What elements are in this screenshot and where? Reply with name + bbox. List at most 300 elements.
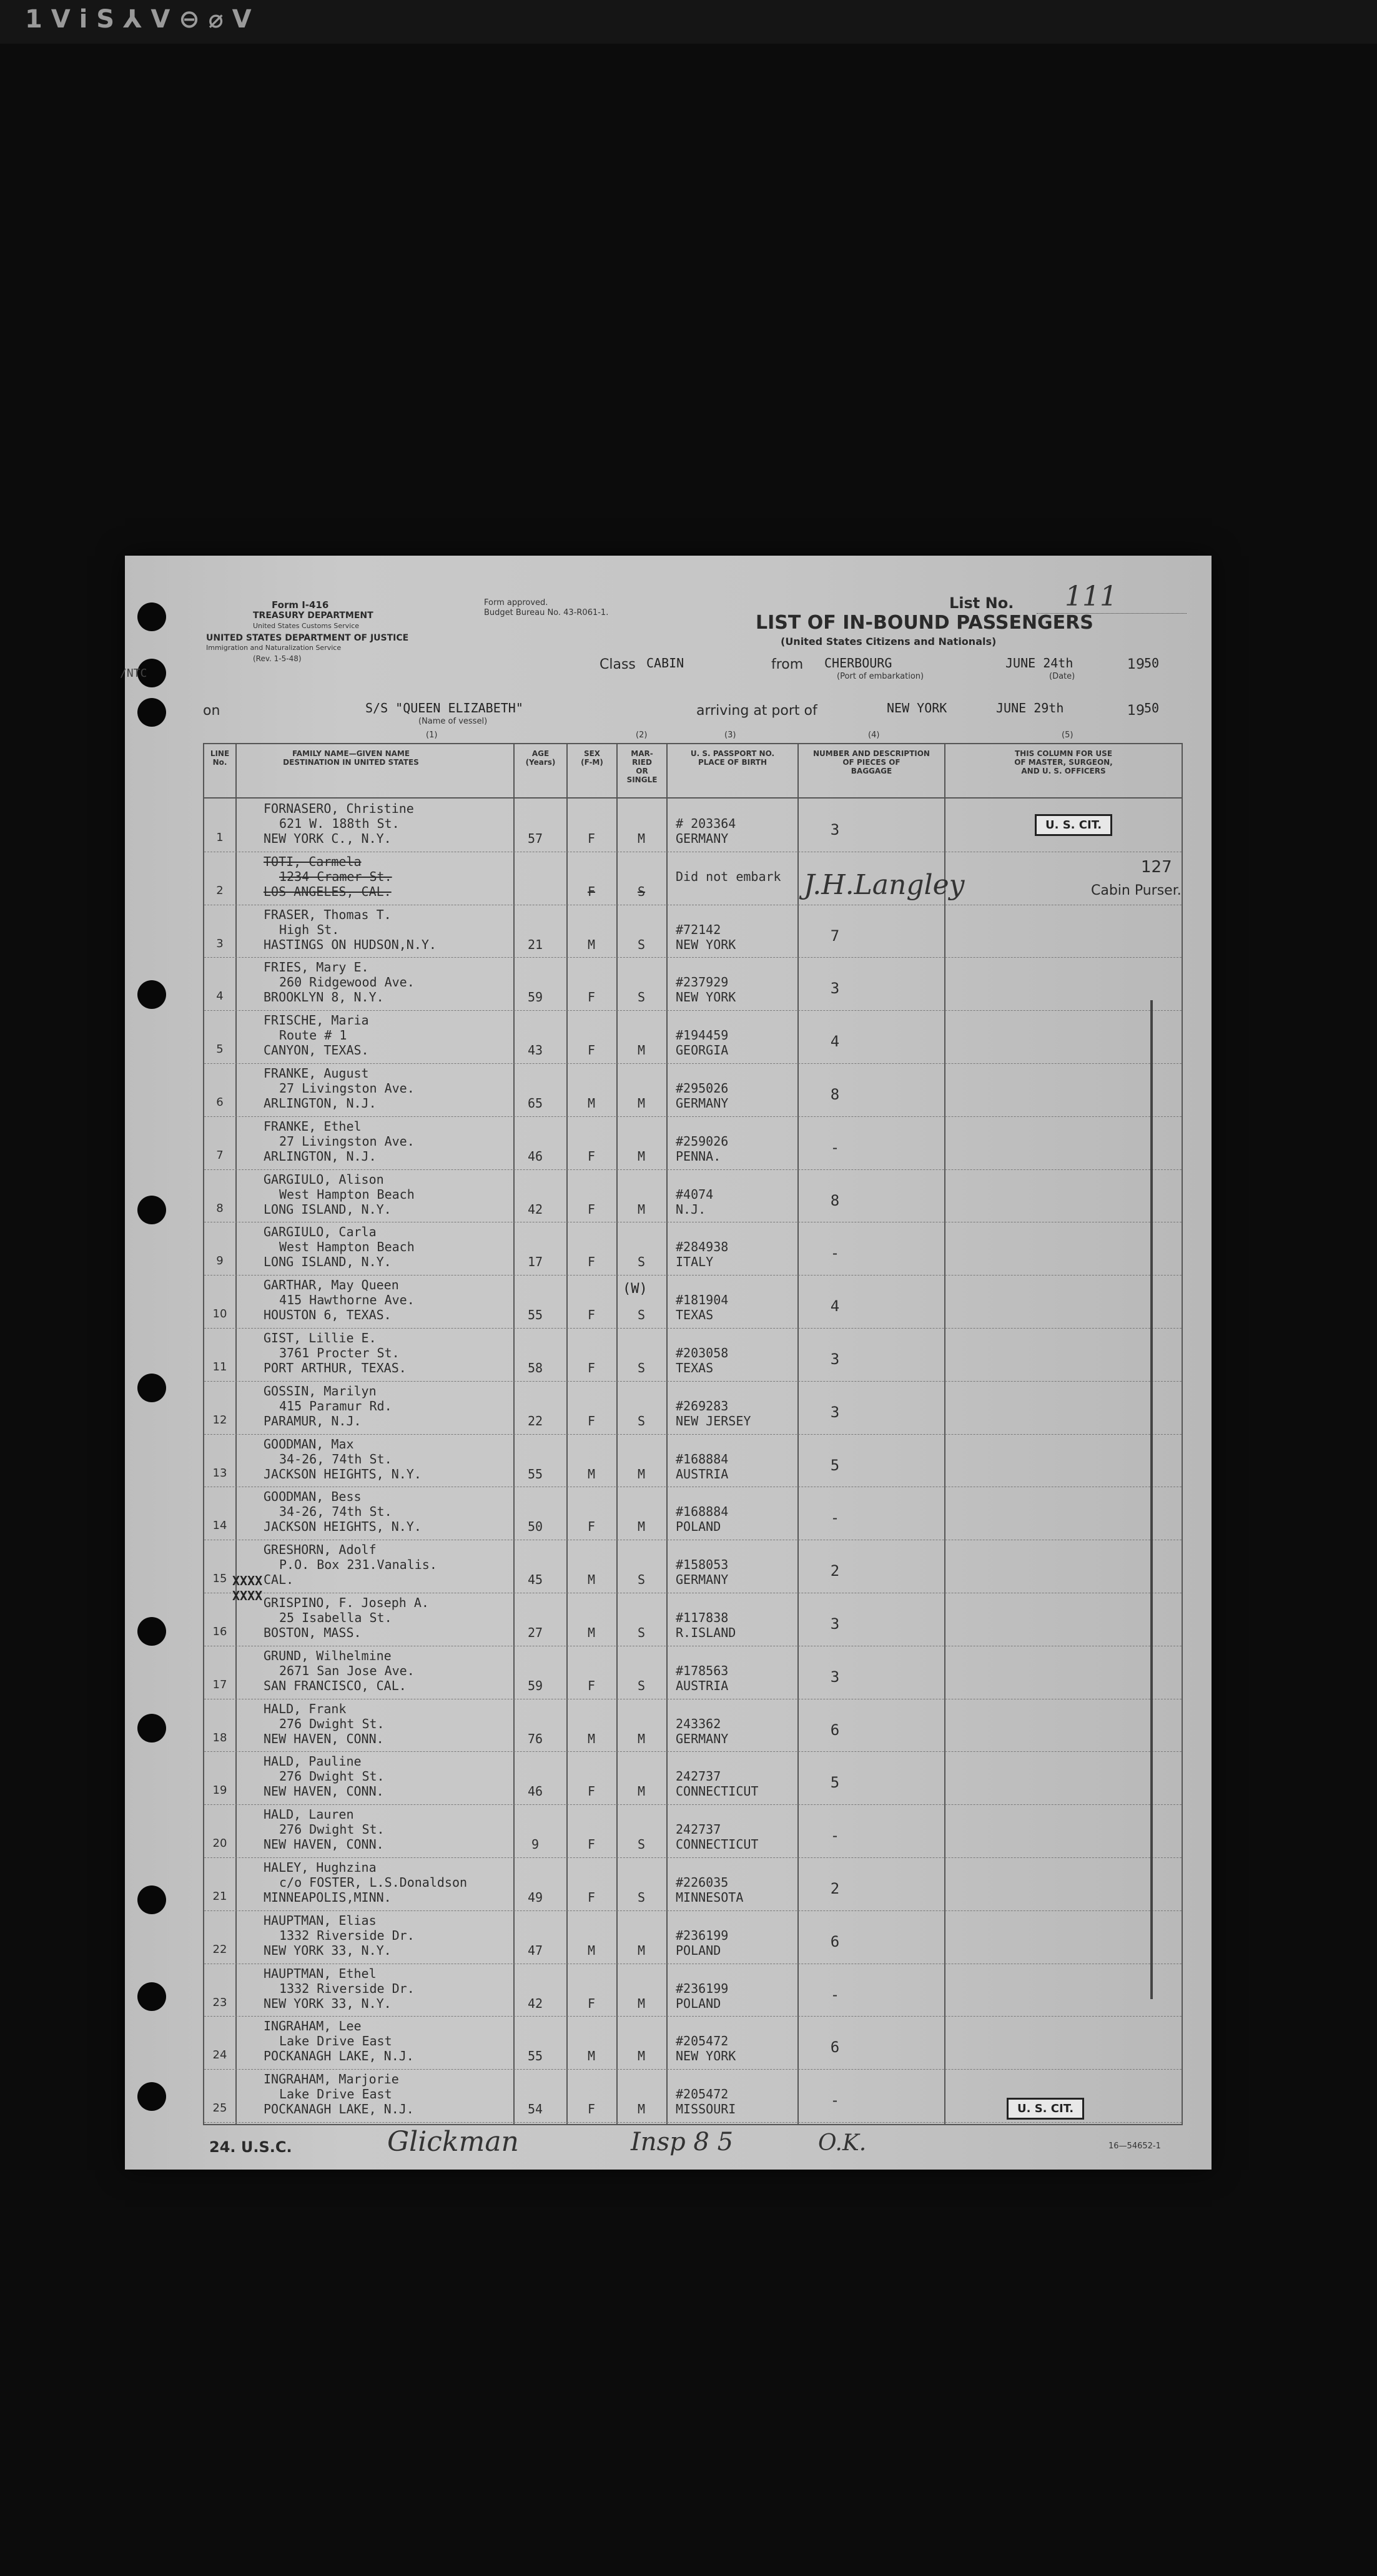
line-number: 9 [216, 1254, 224, 1268]
punch-hole [137, 1885, 166, 1914]
punch-hole [137, 602, 166, 631]
marital-status: M [637, 1942, 646, 1958]
destination-city: POCKANAGH LAKE, N.J. [264, 2048, 414, 2064]
sex: F [587, 1201, 596, 1217]
table-row [204, 852, 1182, 905]
table-row [204, 1063, 1182, 1117]
age: 55 [527, 2048, 543, 2064]
destination-city: HASTINGS ON HUDSON,N.Y. [264, 937, 437, 952]
age: 55 [527, 1466, 543, 1482]
line-number: 5 [216, 1043, 224, 1056]
address-line: West Hampton Beach [279, 1186, 415, 1202]
sex: F [587, 883, 596, 899]
place-of-birth: GERMANY [676, 1096, 729, 1111]
col-number-5: (5) [1062, 730, 1073, 740]
address-line: Route # 1 [279, 1028, 347, 1043]
passport-number: #205472 [676, 2033, 729, 2049]
place-of-birth: NEW JERSEY [676, 1413, 751, 1428]
punch-hole [137, 698, 166, 727]
vessel-caption: (Name of vessel) [418, 717, 488, 726]
inspector-note: Insp 8 5 [631, 2128, 734, 2156]
baggage-count: 5 [830, 1774, 840, 1792]
header-sex: SEX (F-M) [581, 749, 603, 767]
passport-number: #284938 [676, 1239, 729, 1255]
line-number: 15 [212, 1572, 227, 1586]
age: 46 [527, 1784, 543, 1799]
place-of-birth: POLAND [676, 1519, 721, 1535]
sex: F [587, 831, 596, 846]
age: 47 [527, 1942, 543, 1958]
place-of-birth: POLAND [676, 1942, 721, 1958]
passport-number: #269283 [676, 1398, 729, 1413]
table-row [204, 957, 1182, 1011]
age: 43 [527, 1043, 543, 1058]
age: 9 [531, 1837, 540, 1852]
place-of-birth: GERMANY [676, 831, 729, 846]
baggage-count: 3 [830, 1668, 840, 1686]
from-label: from [771, 657, 804, 672]
age: 65 [527, 1096, 543, 1111]
passenger-name: INGRAHAM, Lee [264, 2018, 362, 2034]
punch-hole [137, 2082, 166, 2111]
marital-status: S [637, 883, 646, 899]
address-line: 34-26, 74th St. [279, 1451, 392, 1467]
baggage-count: 4 [830, 1297, 840, 1315]
destination-city: NEW HAVEN, CONN. [264, 1784, 384, 1799]
table-row [204, 1646, 1182, 1699]
passenger-name: HALD, Pauline [264, 1754, 362, 1769]
destination-city: CANYON, TEXAS. [264, 1043, 369, 1058]
marital-status: M [637, 1201, 646, 1217]
address-line: West Hampton Beach [279, 1239, 415, 1255]
passport-number: #236199 [676, 1980, 729, 1996]
justice-dept: UNITED STATES DEPARTMENT OF JUSTICE [206, 633, 409, 643]
list-no-rule [1037, 613, 1187, 614]
line-number: 17 [212, 1678, 227, 1691]
passenger-name: GOODMAN, Max [264, 1436, 354, 1452]
address-line: 34-26, 74th St. [279, 1504, 392, 1520]
age: 59 [527, 1678, 543, 1693]
arrival-year-prefix: 19 [1127, 703, 1145, 719]
table-row [204, 1910, 1182, 1964]
baggage-count: 3 [830, 1615, 840, 1633]
arrival-date: JUNE 29th [996, 701, 1064, 715]
passport-number: #168884 [676, 1504, 729, 1520]
marital-status: M [637, 1784, 646, 1799]
place-of-birth: CONNECTICUT [676, 1784, 759, 1799]
marital-status: S [637, 1307, 646, 1323]
age: 57 [527, 831, 543, 846]
address-line: c/o FOSTER, L.S.Donaldson [279, 1875, 468, 1890]
on-label: on [203, 703, 220, 719]
baggage-count: 4 [830, 1033, 840, 1051]
passenger-name: HALEY, Hughzina [264, 1860, 377, 1875]
sex: F [587, 1890, 596, 1905]
passenger-name: TOTI, Carmela [264, 853, 362, 869]
destination-city: PARAMUR, N.J. [264, 1413, 362, 1428]
address-line: 1332 Riverside Dr. [279, 1927, 415, 1943]
marital-status: S [637, 990, 646, 1005]
line-number: 18 [212, 1731, 227, 1744]
destination-city: BROOKLYN 8, N.Y. [264, 990, 384, 1005]
destination-city: HOUSTON 6, TEXAS. [264, 1307, 392, 1323]
marital-status: M [637, 1995, 646, 2011]
us-citizen-stamp: U. S. CIT. [1035, 814, 1112, 836]
citizen-bracket-line [1150, 1000, 1153, 1999]
passenger-name: GOSSIN, Marilyn [264, 1383, 377, 1399]
line-number: 19 [212, 1784, 227, 1797]
passenger-name: INGRAHAM, Marjorie [264, 2072, 399, 2087]
marital-status: M [637, 2102, 646, 2117]
arriving-label: arriving at port of [696, 703, 817, 719]
destination-city: JACKSON HEIGHTS, N.Y. [264, 1519, 422, 1535]
purser-signature: J.H.Langley [804, 869, 965, 901]
sex: M [587, 1731, 596, 1746]
passport-number: #295026 [676, 1081, 729, 1096]
w-mark: (W) [623, 1281, 648, 1297]
address-line: 1234 Cramer St. [279, 868, 392, 884]
punch-hole [137, 1982, 166, 2011]
place-of-birth: NEW YORK [676, 937, 736, 952]
baggage-count: - [830, 1509, 840, 1527]
place-of-birth: GERMANY [676, 1572, 729, 1588]
address-line: 276 Dwight St. [279, 1769, 385, 1784]
table-row [204, 1116, 1182, 1170]
col-number-1: (1) [426, 730, 438, 740]
marital-status: M [637, 2048, 646, 2064]
header-passport: U. S. PASSPORT NO. PLACE OF BIRTH [690, 749, 775, 767]
address-line: 1332 Riverside Dr. [279, 1980, 415, 1996]
age: 27 [527, 1625, 543, 1640]
passport-number: #203058 [676, 1345, 729, 1360]
address-line: 25 Isabella St. [279, 1610, 392, 1625]
form-code: 16—54652-1 [1108, 2141, 1161, 2151]
punch-hole [137, 1196, 166, 1224]
marital-status: M [637, 1096, 646, 1111]
port-embark-caption: (Port of embarkation) [837, 672, 924, 681]
destination-city: MINNEAPOLIS,MINN. [264, 1890, 392, 1905]
sex: F [587, 1995, 596, 2011]
line-number: 24 [212, 2048, 227, 2062]
table-row [204, 1222, 1182, 1276]
marital-status: S [637, 1572, 646, 1588]
destination-city: LONG ISLAND, N.Y. [264, 1201, 392, 1217]
passport-number: #226035 [676, 1875, 729, 1890]
list-number: 111 [1065, 581, 1117, 612]
baggage-count: 2 [830, 1562, 840, 1580]
sex: F [587, 1413, 596, 1428]
customs-service: United States Customs Service [253, 622, 360, 630]
treasury-dept: TREASURY DEPARTMENT [253, 611, 373, 621]
baggage-count: 6 [830, 2038, 840, 2057]
header-married: MAR- RIED OR SINGLE [626, 749, 658, 784]
baggage-count: - [830, 1244, 840, 1262]
marital-status: S [637, 1625, 646, 1640]
passenger-name: FORNASERO, Christine [264, 801, 414, 816]
place-of-birth: GERMANY [676, 1731, 729, 1746]
passport-number: #205472 [676, 2087, 729, 2102]
baggage-count: - [830, 2092, 840, 2110]
address-line: 27 Livingston Ave. [279, 1081, 415, 1096]
marital-status: S [637, 1678, 646, 1693]
sex: M [587, 2048, 596, 2064]
line-number: 4 [216, 990, 224, 1003]
destination-city: NEW YORK 33, N.Y. [264, 1942, 392, 1958]
table-row [204, 1328, 1182, 1382]
marital-status: M [637, 1148, 646, 1164]
line-number: 1 [216, 831, 224, 844]
baggage-count: 8 [830, 1191, 840, 1209]
table-row [204, 1751, 1182, 1805]
table-row [204, 1434, 1182, 1488]
punch-hole [137, 1714, 166, 1743]
marital-status: M [637, 1043, 646, 1058]
place-of-birth: MISSOURI [676, 2102, 736, 2117]
us-citizen-stamp-bottom: U. S. CIT. [1007, 2098, 1084, 2120]
sex: M [587, 1625, 596, 1640]
table-row [204, 1964, 1182, 2017]
arrival-year: 50 [1144, 701, 1160, 715]
sex: F [587, 1837, 596, 1852]
passport-number: 242737 [676, 1822, 721, 1837]
address-line: 3761 Procter St. [279, 1345, 400, 1360]
col-number-3: (3) [724, 730, 736, 740]
sex: F [587, 990, 596, 1005]
xxxx-mark: XXXX [232, 1588, 263, 1603]
line-number: 16 [212, 1625, 227, 1638]
place-of-birth: ITALY [676, 1254, 714, 1270]
address-line: 621 W. 188th St. [279, 816, 400, 831]
marital-status: M [637, 1466, 646, 1482]
class-label: Class [600, 657, 636, 672]
place-of-birth: AUSTRIA [676, 1466, 729, 1482]
baggage-count: - [830, 1138, 840, 1156]
punch-hole [137, 980, 166, 1009]
cabin-purser: Cabin Purser. [1091, 883, 1182, 898]
line-number: 22 [212, 1942, 227, 1956]
sex: F [587, 1360, 596, 1375]
arrival-port: NEW YORK [887, 701, 947, 715]
line-number: 14 [212, 1519, 227, 1533]
table-row [204, 1381, 1182, 1435]
punch-hole [137, 1374, 166, 1402]
marital-status: S [637, 1360, 646, 1375]
form-number: Form I-416 [272, 599, 329, 611]
sex: F [587, 2102, 596, 2117]
form-approved: Form approved. [484, 598, 548, 607]
sex: M [587, 1466, 596, 1482]
sex: M [587, 1572, 596, 1588]
table-row [204, 1804, 1182, 1858]
budget-bureau: Budget Bureau No. 43-R061-1. [484, 608, 609, 617]
passport-number: #158053 [676, 1557, 729, 1573]
passport-number: # 203364 [676, 816, 736, 831]
line-number: 25 [212, 2102, 227, 2115]
film-strip-top [0, 0, 1377, 44]
line-number: 2 [216, 883, 224, 897]
passport-number: 242737 [676, 1769, 721, 1784]
passport-number: #72142 [676, 922, 721, 937]
age: 58 [527, 1360, 543, 1375]
marital-status: S [637, 1413, 646, 1428]
age: 42 [527, 1995, 543, 2011]
sex: F [587, 1678, 596, 1693]
age: 54 [527, 2102, 543, 2117]
passenger-name: HALD, Lauren [264, 1807, 354, 1822]
count-127: 127 [1141, 858, 1172, 877]
line-number: 3 [216, 937, 224, 950]
sex: M [587, 1096, 596, 1111]
xxxx-mark: XXXX [232, 1573, 263, 1588]
address-line: Lake Drive East [279, 2087, 392, 2102]
table-row [204, 1857, 1182, 1911]
address-line: 415 Paramur Rd. [279, 1398, 392, 1413]
place-of-birth: MINNESOTA [676, 1890, 744, 1905]
passenger-name: GIST, Lillie E. [264, 1330, 377, 1345]
baggage-count: 5 [830, 1456, 840, 1474]
destination-city: BOSTON, MASS. [264, 1625, 362, 1640]
destination-city: NEW YORK 33, N.Y. [264, 1995, 392, 2011]
table-row [204, 1010, 1182, 1064]
ins-service: Immigration and Naturalization Service [206, 644, 342, 652]
line-number: 8 [216, 1201, 224, 1215]
inspector-signature: Glickman [387, 2126, 519, 2158]
passenger-name: HAUPTMAN, Elias [264, 1912, 377, 1928]
table-row [204, 1487, 1182, 1540]
ok-mark: O.K. [818, 2130, 867, 2156]
age: 76 [527, 1731, 543, 1746]
embark-date: JUNE 24th [1005, 656, 1073, 671]
destination-city: LOS ANGELES, CAL. [264, 883, 392, 899]
address-line: High St. [279, 922, 340, 937]
punch-hole [137, 1617, 166, 1646]
sex: F [587, 1043, 596, 1058]
destination-city: POCKANAGH LAKE, N.J. [264, 2102, 414, 2117]
line-number: 11 [212, 1360, 227, 1374]
age: 45 [527, 1572, 543, 1588]
table-row [204, 1275, 1182, 1329]
sex: M [587, 937, 596, 952]
passenger-name: GRISPINO, F. Joseph A. [264, 1595, 429, 1610]
baggage-count: 2 [830, 1880, 840, 1897]
destination-city: ARLINGTON, N.J. [264, 1096, 377, 1111]
list-no-label: List No. [949, 594, 1014, 612]
manifest-title: LIST OF IN-BOUND PASSENGERS [756, 612, 1093, 634]
header-name: FAMILY NAME—GIVEN NAME DESTINATION IN UNITED STATES [283, 749, 419, 767]
class-value: CABIN [646, 656, 684, 671]
sex: F [587, 1254, 596, 1270]
destination-city: SAN FRANCISCO, CAL. [264, 1678, 407, 1693]
place-of-birth: TEXAS [676, 1360, 714, 1375]
passenger-name: GARGIULO, Alison [264, 1171, 384, 1187]
age: 17 [527, 1254, 543, 1270]
line-number: 21 [212, 1890, 227, 1903]
year-prefix: 19 [1127, 657, 1145, 672]
line-number: 20 [212, 1837, 227, 1851]
revision: (Rev. 1-5-48) [253, 654, 302, 663]
passport-number: #168884 [676, 1451, 729, 1467]
address-line: 415 Hawthorne Ave. [279, 1292, 415, 1308]
passport-number: 243362 [676, 1716, 721, 1731]
footer-count: 24. U.S.C. [209, 2138, 292, 2156]
baggage-count: 6 [830, 1932, 840, 1950]
destination-city: NEW HAVEN, CONN. [264, 1837, 384, 1852]
place-of-birth: PENNA. [676, 1148, 721, 1164]
age: 49 [527, 1890, 543, 1905]
table-row [204, 1699, 1182, 1753]
destination-city: LONG ISLAND, N.Y. [264, 1254, 392, 1270]
vessel-name: S/S "QUEEN ELIZABETH" [365, 701, 523, 715]
passport-number: #4074 [676, 1186, 714, 1202]
marital-status: M [637, 831, 646, 846]
passport-number: #181904 [676, 1292, 729, 1308]
passenger-name: HAUPTMAN, Ethel [264, 1965, 377, 1981]
baggage-count: - [830, 1985, 840, 2003]
passenger-name: GOODMAN, Bess [264, 1489, 362, 1505]
baggage-count: 7 [830, 927, 840, 945]
passport-number: #259026 [676, 1133, 729, 1149]
address-line: P.O. Box 231.Vanalis. [279, 1557, 437, 1573]
embark-port: CHERBOURG [824, 656, 892, 671]
passenger-table [203, 743, 1183, 2125]
age: 50 [527, 1519, 543, 1535]
header-officers: THIS COLUMN FOR USE OF MASTER, SURGEON, AND U. S. OFFICERS [1014, 749, 1113, 775]
place-of-birth: NEW YORK [676, 2048, 736, 2064]
film-edge-marks: 1 V i S ⅄ V ⊖ ⌀ V [25, 5, 252, 34]
sex: F [587, 1307, 596, 1323]
marital-status: S [637, 1254, 646, 1270]
manifest-page [120, 556, 1212, 2170]
destination-city: JACKSON HEIGHTS, N.Y. [264, 1466, 422, 1482]
passenger-name: FRASER, Thomas T. [264, 907, 392, 922]
place-of-birth: NEW YORK [676, 990, 736, 1005]
passenger-name: FRIES, Mary E. [264, 960, 369, 975]
address-line: 2671 San Jose Ave. [279, 1663, 415, 1678]
place-of-birth: AUSTRIA [676, 1678, 729, 1693]
baggage-count: 8 [830, 1086, 840, 1103]
table-row [204, 1540, 1182, 1593]
age: 59 [527, 990, 543, 1005]
age: 46 [527, 1148, 543, 1164]
destination-city: ARLINGTON, N.J. [264, 1148, 377, 1164]
line-number: 23 [212, 1995, 227, 2009]
header-line-no: LINE No. [210, 749, 230, 767]
sex: M [587, 1942, 596, 1958]
line-number: 10 [212, 1307, 227, 1321]
address-line: 276 Dwight St. [279, 1822, 385, 1837]
passenger-name: GARTHAR, May Queen [264, 1277, 399, 1293]
col-number-4: (4) [868, 730, 880, 740]
destination-city: NEW YORK C., N.Y. [264, 831, 392, 846]
marital-status: M [637, 1519, 646, 1535]
marital-status: S [637, 1890, 646, 1905]
passenger-name: GRESHORN, Adolf [264, 1542, 377, 1558]
table-row [204, 905, 1182, 958]
age: 21 [527, 937, 543, 952]
line-number: 7 [216, 1148, 224, 1162]
address-line: 260 Ridgewood Ave. [279, 975, 415, 990]
line-number: 13 [212, 1466, 227, 1480]
header-baggage: NUMBER AND DESCRIPTION OF PIECES OF BAGGAGE [813, 749, 930, 775]
line-number: 12 [212, 1413, 227, 1427]
age: 55 [527, 1307, 543, 1323]
passenger-name: FRANKE, Ethel [264, 1118, 362, 1134]
ntc-mark: /NTC [120, 667, 147, 680]
table-row [204, 1593, 1182, 1646]
manifest-subtitle: (United States Citizens and Nationals) [781, 636, 997, 647]
place-of-birth: POLAND [676, 1995, 721, 2011]
address-line: 27 Livingston Ave. [279, 1133, 415, 1149]
